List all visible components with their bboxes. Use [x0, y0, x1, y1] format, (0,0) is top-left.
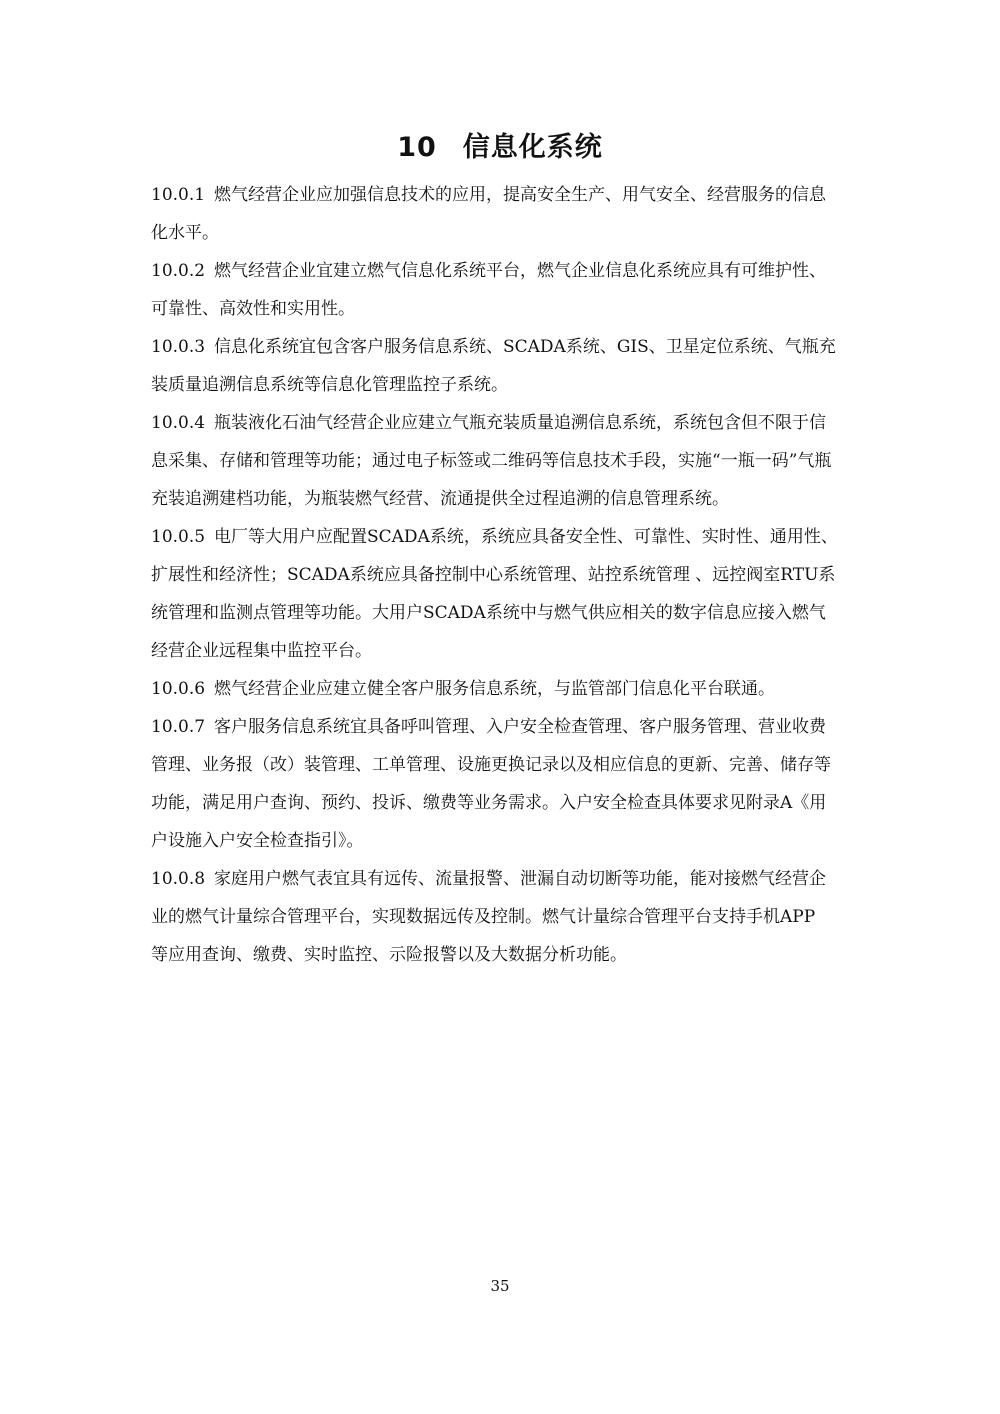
clause-text: 等应用查询、缴费、实时监控、示险报警以及大数据分析功能。	[151, 945, 627, 965]
clause-continuation-line	[151, 442, 851, 480]
clause-number: 10.0.8	[151, 869, 206, 889]
clause-continuation-line	[151, 936, 851, 974]
clause-text: 电厂等大用户应配置SCADA系统，系统应具备安全性、可靠性、实时性、通用性、	[214, 527, 838, 547]
clause-list	[151, 176, 851, 974]
clause-first-line	[151, 404, 851, 442]
clause-continuation-line	[151, 366, 851, 404]
clause-first-line	[151, 860, 851, 898]
clause-text: 化水平。	[151, 223, 219, 243]
clause-text: 燃气经营企业宜建立燃气信息化系统平台，燃气企业信息化系统应具有可维护性、	[214, 261, 826, 281]
clause-continuation-line	[151, 556, 851, 594]
clause-text: 息采集、存储和管理等功能；通过电子标签或二维码等信息技术手段，实施“一瓶一码”气瓶	[151, 451, 832, 471]
clause-text: 经营企业远程集中监控平台。	[151, 641, 372, 661]
clause-first-line	[151, 252, 851, 290]
clause-number: 10.0.2	[151, 261, 206, 281]
clause-first-line	[151, 670, 851, 708]
clause-continuation-line	[151, 214, 851, 252]
clause-text: 管理、业务报（改）装管理、工单管理、设施更换记录以及相应信息的更新、完善、储存等	[151, 755, 831, 775]
clause-continuation-line	[151, 632, 851, 670]
clause-text: 装质量追溯信息系统等信息化管理监控子系统。	[151, 375, 508, 395]
page-number: 35	[490, 1277, 510, 1295]
clause-text: 功能，满足用户查询、预约、投诉、缴费等业务需求。入户安全检查具体要求见附录A《用	[151, 793, 827, 813]
clause-continuation-line	[151, 822, 851, 860]
clause-text: 可靠性、高效性和实用性。	[151, 299, 355, 319]
clause-text: 信息化系统宜包含客户服务信息系统、SCADA系统、GIS、卫星定位系统、气瓶充	[214, 337, 836, 357]
clause-number: 10.0.6	[151, 679, 206, 699]
clause-first-line	[151, 328, 851, 366]
clause-text: 扩展性和经济性；SCADA系统应具备控制中心系统管理、站控系统管理 、远控阀室RTU系	[151, 565, 836, 585]
clause-number: 10.0.7	[151, 717, 206, 737]
clause-first-line	[151, 708, 851, 746]
clause-text: 客户服务信息系统宜具备呼叫管理、入户安全检查管理、客户服务管理、营业收费	[214, 717, 826, 737]
clause-text: 燃气经营企业应建立健全客户服务信息系统，与监管部门信息化平台联通。	[214, 679, 775, 699]
clause-text: 充装追溯建档功能，为瓶装燃气经营、流通提供全过程追溯的信息管理系统。	[151, 489, 729, 509]
clause-number: 10.0.4	[151, 413, 206, 433]
clause-continuation-line	[151, 290, 851, 328]
clause-continuation-line	[151, 594, 851, 632]
clause-number: 10.0.1	[151, 185, 206, 205]
clause-text: 燃气经营企业应加强信息技术的应用，提高安全生产、用气安全、经营服务的信息	[214, 185, 826, 205]
clause-text: 户设施入户安全检查指引》。	[151, 831, 364, 851]
clause-number: 10.0.5	[151, 527, 206, 547]
clause-number: 10.0.3	[151, 337, 206, 357]
clause-continuation-line	[151, 784, 851, 822]
section-number: 10	[397, 132, 437, 163]
section-heading	[0, 128, 1000, 168]
clause-text: 瓶装液化石油气经营企业应建立气瓶充装质量追溯信息系统，系统包含但不限于信	[214, 413, 826, 433]
clause-continuation-line	[151, 746, 851, 784]
clause-first-line	[151, 518, 851, 556]
clause-text: 家庭用户燃气表宜具有远传、流量报警、泄漏自动切断等功能，能对接燃气经营企	[214, 869, 826, 889]
clause-text: 统管理和监测点管理等功能。大用户SCADA系统中与燃气供应相关的数字信息应接入燃气	[151, 603, 826, 623]
section-title: 信息化系统	[462, 132, 603, 163]
clause-continuation-line	[151, 480, 851, 518]
clause-continuation-line	[151, 898, 851, 936]
clause-text: 业的燃气计量综合管理平台，实现数据远传及控制。燃气计量综合管理平台支持手机APP	[151, 907, 816, 927]
clause-first-line	[151, 176, 851, 214]
